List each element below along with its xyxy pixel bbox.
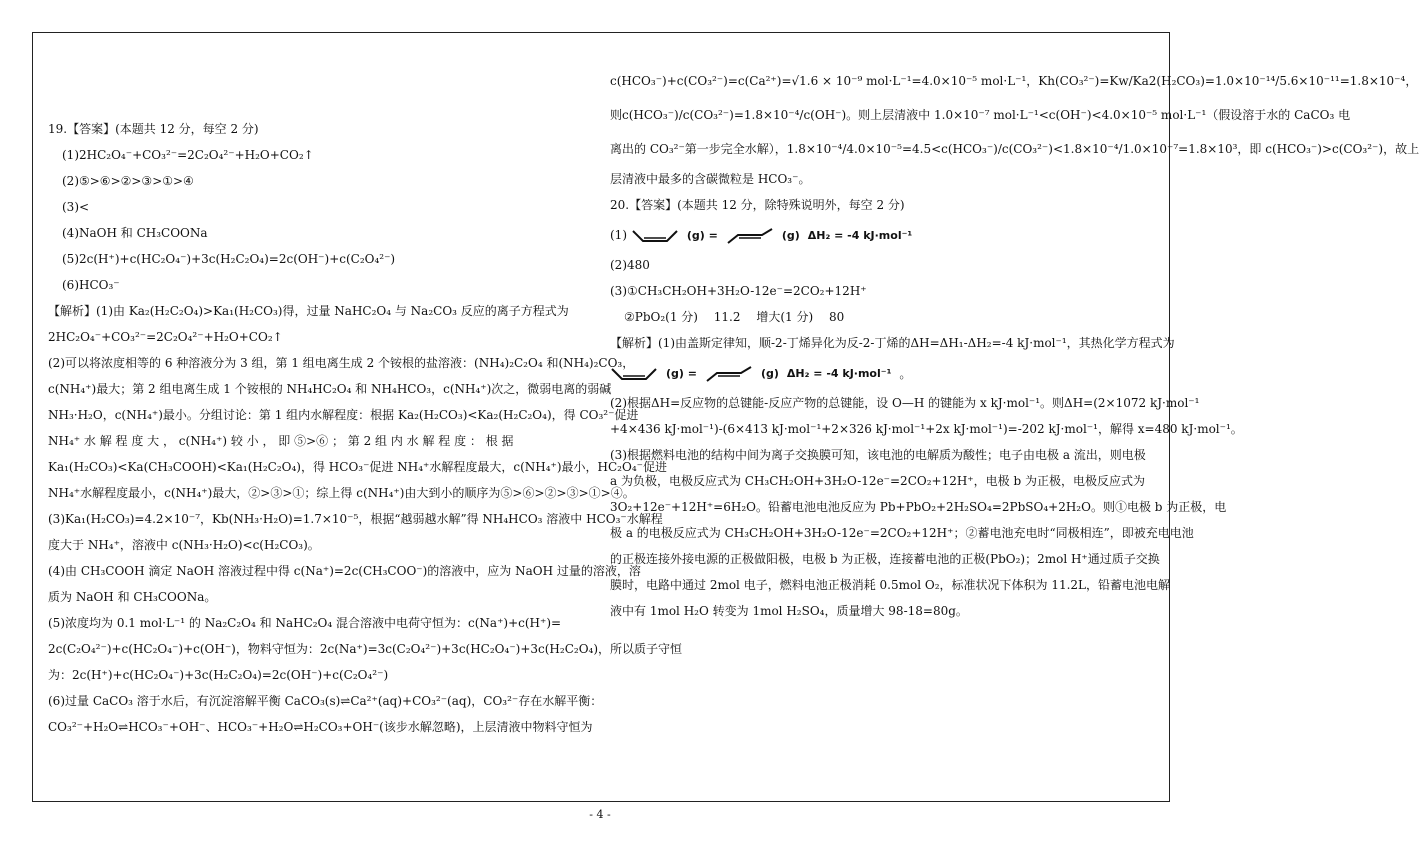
analysis-line: 质为 NaOH 和 CH₃COONa。 <box>48 590 217 604</box>
analysis-line: 2HC₂O₄⁻+CO₃²⁻=2C₂O₄²⁻+H₂O+CO₂↑ <box>48 330 283 344</box>
answer-heading-19: 19.【答案】(本题共 12 分，每空 2 分) <box>48 122 259 136</box>
analysis-line: a 为负极，电极反应式为 CH₃CH₂OH+3H₂O-12e⁻=2CO₂+12H⁺，电极 b 为正极，电极反应式为 <box>610 474 1145 488</box>
eq-delta-h: ΔH₂ = -4 kJ·mol⁻¹ <box>786 366 892 380</box>
analysis-line: NH₃·H₂O，c(NH₄⁺)最小。分组讨论：第 1 组内水解程度：根据 Ka₂(H₂CO₃)<Ka₂(H₂C₂O₄)，得 CO₃²⁻促进 <box>48 408 639 422</box>
eq-delta-h: ΔH₂ = -4 kJ·mol⁻¹ <box>807 228 913 242</box>
analysis-line: 膜时，电路中通过 2mol 电子，燃料电池正极消耗 0.5mol O₂，标准状况下体积为 11.2L，铅蓄电池电解 <box>610 578 1171 592</box>
page-number: - 4 - <box>589 808 611 821</box>
answer-line: (6)HCO₃⁻ <box>62 278 120 292</box>
cis-butene-structure <box>610 365 658 383</box>
analysis-line: 【解析】(1)由盖斯定律知，顺-2-丁烯异化为反-2-丁烯的ΔH=ΔH₁-ΔH₂=-4 kJ·mol⁻¹，其热化学方程式为 <box>610 336 1175 350</box>
answer-line: (1)2HC₂O₄⁻+CO₃²⁻=2C₂O₄²⁻+H₂O+CO₂↑ <box>62 148 314 162</box>
analysis-line: (6)过量 CaCO₃ 溶于水后，有沉淀溶解平衡 CaCO₃(s)⇌Ca²⁺(aq)+CO₃²⁻(aq)，CO₃²⁻存在水解平衡： <box>48 694 603 708</box>
analysis-line: c(HCO₃⁻)+c(CO₃²⁻)=c(Ca²⁺)=√1.6 × 10⁻⁹ mol·L⁻¹=4.0×10⁻⁵ mol·L⁻¹，Kh(CO₃²⁻)=Kw/Ka2(H₂CO₃)=1.0×10⁻¹⁴/5.6×10⁻¹¹=1.8×10⁻⁴， <box>610 74 1418 88</box>
trans-butene-structure <box>705 365 753 383</box>
analysis-line: 离出的 CO₃²⁻第一步完全水解），1.8×10⁻⁴/4.0×10⁻⁵=4.5<c(HCO₃⁻)/c(CO₃²⁻)<1.8×10⁻⁴/1.0×10⁻⁷=1.8×10³，即 c(HCO₃⁻)>c(CO₃²⁻)，故上 <box>610 142 1419 156</box>
analysis-line: (3)Ka₁(H₂CO₃)=4.2×10⁻⁷，Kb(NH₃·H₂O)=1.7×10⁻⁵，根据“越弱越水解”得 NH₄HCO₃ 溶液中 HCO₃⁻水解程 <box>48 512 663 526</box>
analysis-line: 2c(C₂O₄²⁻)+c(HC₂O₄⁻)+c(OH⁻)，物料守恒为：2c(Na⁺)=3c(C₂O₄²⁻)+3c(HC₂O₄⁻)+3c(H₂C₂O₄)，所以质子守恒 <box>48 642 683 656</box>
analysis-line: 度大于 NH₄⁺，溶液中 c(NH₃·H₂O)<c(H₂CO₃)。 <box>48 538 320 552</box>
right-column <box>610 64 1419 624</box>
answer-line: (2)⑤>⑥>②>③>①>④ <box>62 174 194 188</box>
eq-g-equals: (g) = <box>686 228 718 242</box>
answer-heading-20: 20.【答案】(本题共 12 分，除特殊说明外，每空 2 分) <box>610 198 905 212</box>
analysis-line: (3)根据燃料电池的结构中间为离子交换膜可知，该电池的电解质为酸性；电子由电极 a 流出，则电极 <box>610 448 1146 462</box>
analysis-line: c(NH₄⁺)最大；第 2 组电离生成 1 个铵根的 NH₄HC₂O₄ 和 NH₄HCO₃，c(NH₄⁺)次之，微弱电离的弱碱 <box>48 382 612 396</box>
eq-g: (g) <box>781 228 800 242</box>
analysis-line: 液中有 1mol H₂O 转变为 1mol H₂SO₄，质量增大 98-18=80g。 <box>610 604 968 618</box>
thermo-equation-1 <box>610 218 1150 252</box>
analysis-line: CO₃²⁻+H₂O⇌HCO₃⁻+OH⁻、HCO₃⁻+H₂O⇌H₂CO₃+OH⁻(该步水解忽略)，上层清液中物料守恒为 <box>48 720 593 734</box>
analysis-line: 3O₂+12e⁻+12H⁺=6H₂O。铅蓄电池电池反应为 Pb+PbO₂+2H₂SO₄=2PbSO₄+2H₂O。则①电极 b 为正极，电 <box>610 500 1227 514</box>
eq-g: (g) <box>760 366 779 380</box>
answer-line: ②PbO₂(1 分) 11.2 增大(1 分) 80 <box>624 310 845 324</box>
answer-line: (3)①CH₃CH₂OH+3H₂O-12e⁻=2CO₂+12H⁺ <box>610 284 867 298</box>
analysis-line: 极 a 的电极反应式为 CH₃CH₂OH+3H₂O-12e⁻=2CO₂+12H⁺；②蓄电池充电时“同极相连”，即被充电电池 <box>610 526 1194 540</box>
analysis-line: NH₄⁺水解程度最小，c(NH₄⁺)最大，②>③>①；综上得 c(NH₄⁺)由大到小的顺序为⑤>⑥>②>③>①>④。 <box>48 486 635 500</box>
answer-line: (4)NaOH 和 CH₃COONa <box>62 226 208 240</box>
analysis-line: 的正极连接外接电源的正极做阳极，电极 b 为正极，连接蓄电池的正极(PbO₂)；2mol H⁺通过质子交换 <box>610 552 1160 566</box>
analysis-line: 【解析】(1)由 Ka₂(H₂C₂O₄)>Ka₁(H₂CO₃)得，过量 NaHC₂O₄ 与 Na₂CO₃ 反应的离子方程式为 <box>48 304 569 318</box>
eq-end: 。 <box>899 366 912 381</box>
analysis-line: 层清液中最多的含碳微粒是 HCO₃⁻。 <box>610 172 811 186</box>
thermo-equation-2 <box>610 356 1150 390</box>
answer-line: (3)< <box>62 200 90 214</box>
answer-line: (5)2c(H⁺)+c(HC₂O₄⁻)+3c(H₂C₂O₄)=2c(OH⁻)+c(C₂O₄²⁻) <box>62 252 396 266</box>
trans-butene-structure <box>726 227 774 245</box>
analysis-line: NH₄⁺ 水 解 程 度 大 ， c(NH₄⁺) 较 小 ， 即 ⑤>⑥ ； 第 2 组 内 水 解 程 度 ： 根 据 <box>48 434 514 448</box>
analysis-line: +4×436 kJ·mol⁻¹)-(6×413 kJ·mol⁻¹+2×326 kJ·mol⁻¹+2x kJ·mol⁻¹)=-202 kJ·mol⁻¹，解得 x=480 kJ·mol⁻¹。 <box>610 422 1243 436</box>
analysis-line: (4)由 CH₃COOH 滴定 NaOH 溶液过程中得 c(Na⁺)=2c(CH₃COO⁻)的溶液中，应为 NaOH 过量的溶液，溶 <box>48 564 641 578</box>
eq-g-equals: (g) = <box>666 366 697 380</box>
analysis-line: (5)浓度均为 0.1 mol·L⁻¹ 的 Na₂C₂O₄ 和 NaHC₂O₄ 混合溶液中电荷守恒为：c(Na⁺)+c(H⁺)= <box>48 616 562 630</box>
eq-label: (1) <box>610 228 627 242</box>
analysis-line: 为：2c(H⁺)+c(HC₂O₄⁻)+3c(H₂C₂O₄)=2c(OH⁻)+c(C₂O₄²⁻) <box>48 668 389 682</box>
analysis-line: (2)根据ΔH=反应物的总键能-反应产物的总键能，设 O—H 的键能为 x kJ·mol⁻¹。则ΔH=(2×1072 kJ·mol⁻¹ <box>610 396 1200 410</box>
analysis-line: Ka₁(H₂CO₃)<Ka(CH₃COOH)<Ka₁(H₂C₂O₄)，得 HCO₃⁻促进 NH₄⁺水解程度最大，c(NH₄⁺)最小，HC₂O₄⁻促进 <box>48 460 667 474</box>
cis-butene-structure <box>631 227 679 245</box>
analysis-line: 则c(HCO₃⁻)/c(CO₃²⁻)=1.8×10⁻⁴/c(OH⁻)。则上层清液中 1.0×10⁻⁷ mol·L⁻¹<c(OH⁻)<4.0×10⁻⁵ mol·L⁻¹（假设溶于水的 CaCO₃ 电 <box>610 108 1351 122</box>
analysis-line: (2)可以将浓度相等的 6 种溶液分为 3 组，第 1 组电离生成 2 个铵根的盐溶液：(NH₄)₂C₂O₄ 和(NH₄)₂CO₃， <box>48 356 635 370</box>
answer-line: (2)480 <box>610 258 650 272</box>
